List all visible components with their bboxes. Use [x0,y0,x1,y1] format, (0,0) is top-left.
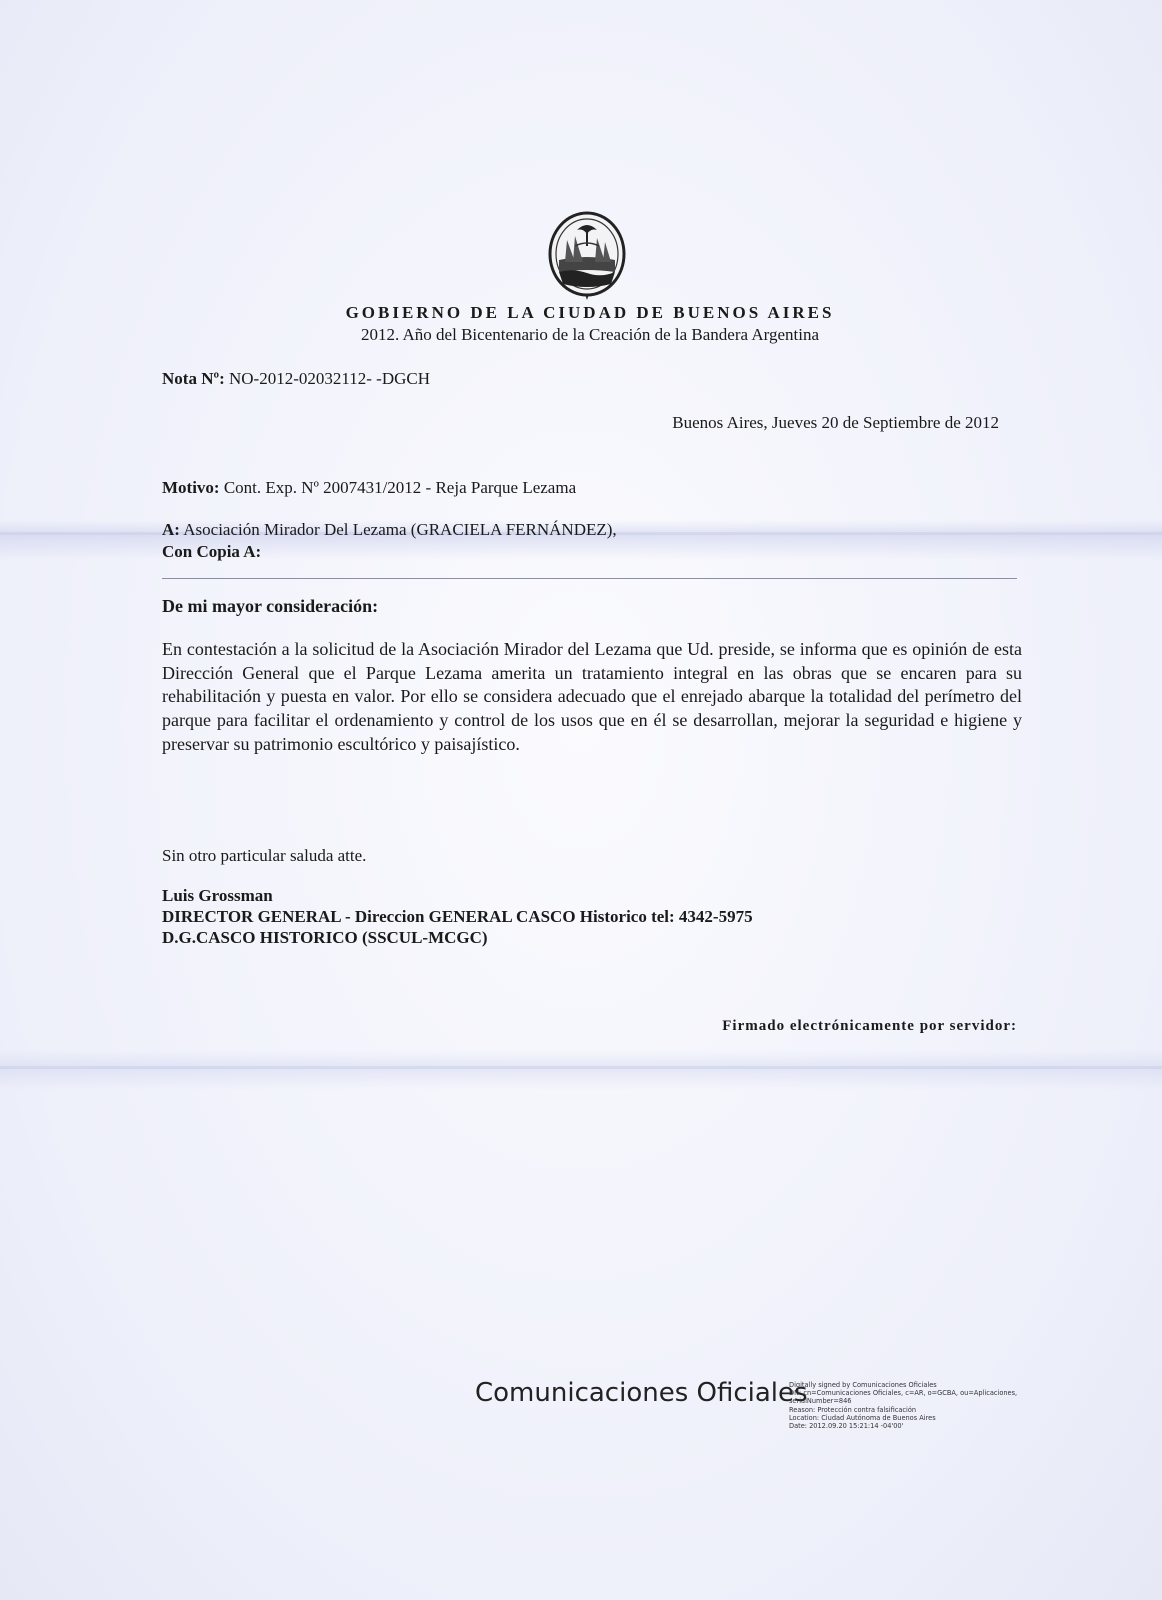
signer-unit: D.G.CASCO HISTORICO (SSCUL-MCGC) [162,928,488,947]
signer-title: DIRECTOR GENERAL - Direccion GENERAL CASCO Historico tel: 4342-5975 [162,907,753,926]
government-title: GOBIERNO DE LA CIUDAD DE BUENOS AIRES [345,303,835,322]
motivo [162,478,576,498]
letter-body: En contestación a la solicitud de la Asociación Mirador del Lezama que Ud. preside, se informa que es opinión de esta Dirección General que el Parque Lezama amerita un tratamiento integral en las obras que se encaren para su rehabilitación y puesta en valor. Por ello se considera adecuado que el enrejado abarque la totalidad del perímetro del parque para facilitar el ordenamiento y control de los usos que en él se desarrollan, mejorar la seguridad e higiene y preservar su patrimonio escultórico y paisajístico. [162,639,1022,754]
signature-block [162,885,753,948]
stamp-line: Date: 2012.09.20 15:21:14 -04'00' [789,1422,904,1431]
comunicaciones-oficiales-logo: Comunicaciones Oficiales [475,1378,808,1408]
greeting: De mi mayor consideración: [162,596,379,616]
paper-fold-line [0,1066,1162,1069]
year-motto: 2012. Año del Bicentenario de la Creación de la Bandera Argentina [360,325,820,344]
recipient [162,520,617,540]
recipient-value: Asociación Mirador Del Lezama (GRACIELA FERNÁNDEZ), [183,520,617,539]
note-label: Nota Nº: [162,369,225,388]
motivo-label: Motivo: [162,478,220,497]
stamp-line: serialNumber=846 [789,1397,852,1406]
cc [162,542,261,562]
city-coat-of-arms-seal-icon [545,210,629,302]
cc-label: Con Copia A: [162,542,262,561]
signer-name: Luis Grossman [162,886,273,905]
stamp-line: Location: Ciudad Autónoma de Buenos Aires [789,1413,936,1422]
stamp-line: Digitally signed by Comunicaciones Oficiales [789,1381,937,1389]
note-number [162,369,430,389]
digital-signature-stamp [789,1381,1017,1430]
closing: Sin otro particular saluda atte. [162,846,367,865]
place-date: Buenos Aires, Jueves 20 de Septiembre de 2012 [672,413,999,432]
note-value: NO-2012-02032112- -DGCH [229,369,430,388]
recipient-label: A: [162,520,180,539]
stamp-line: DN: cn=Comunicaciones Oficiales, c=AR, o=GCBA, ou=Aplicaciones, [789,1389,1018,1398]
stamp-line: Reason: Protección contra falsificación [789,1405,917,1414]
electronic-signature-note: Firmado electrónicamente por servidor: [722,1018,1017,1034]
divider [162,578,1017,579]
motivo-value: Cont. Exp. Nº 2007431/2012 - Reja Parque Lezama [223,478,577,497]
